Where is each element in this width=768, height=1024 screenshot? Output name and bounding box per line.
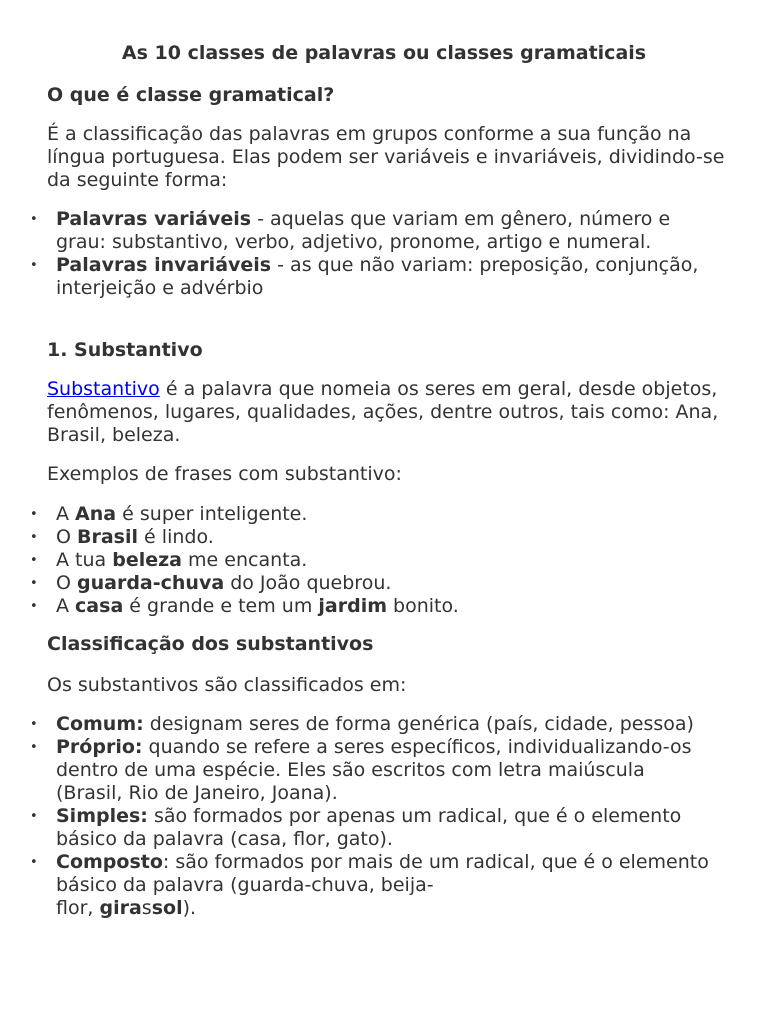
list-item bbox=[0, 549, 712, 572]
list-item bbox=[0, 503, 712, 526]
example-text: do João quebrou. bbox=[224, 572, 392, 594]
list-palavras-tipos bbox=[0, 208, 712, 300]
description-composto: : são formados por mais de um radical, que é o elemento básico da palavra (guarda-chuva, beija- bbox=[56, 851, 709, 896]
example-text: O bbox=[56, 572, 77, 594]
heading-substantivo: 1. Substantivo bbox=[47, 339, 203, 361]
paragraph-substantivo-definition bbox=[47, 378, 737, 447]
composto-example-part: gira bbox=[99, 897, 142, 919]
example-text: A bbox=[56, 595, 76, 617]
document-title: As 10 classes de palavras ou classes gramaticais bbox=[121, 42, 647, 64]
term-comum: Comum: bbox=[56, 713, 144, 735]
example-noun: jardim bbox=[318, 595, 388, 617]
list-item bbox=[0, 805, 712, 851]
composto-example-part: sol bbox=[151, 897, 183, 919]
example-noun: casa bbox=[75, 595, 124, 617]
heading-classe-gramatical: O que é classe gramatical? bbox=[47, 84, 335, 106]
example-text: é lindo. bbox=[138, 526, 214, 548]
list-item bbox=[0, 526, 712, 549]
example-text: A tua bbox=[56, 549, 113, 571]
description-invariaveis: - as que não variam: preposição, conjunção, interjeição e advérbio bbox=[56, 254, 699, 299]
example-text: O bbox=[56, 526, 77, 548]
list-item bbox=[0, 713, 712, 736]
substantivo-definition-text: é a palavra que nomeia os seres em geral, desde objetos, fenômenos, lugares, qualidades, ações, dentre outros, tais como: Ana, Brasil, beleza. bbox=[47, 378, 719, 446]
description-simples: são formados por apenas um radical, que é o elemento básico da palavra (casa, flor, gato). bbox=[56, 805, 682, 850]
term-proprio: Próprio: bbox=[56, 736, 143, 758]
list-item bbox=[0, 595, 712, 618]
example-text: me encanta. bbox=[181, 549, 308, 571]
heading-classificacao: Classificação dos substantivos bbox=[47, 633, 374, 655]
list-item bbox=[0, 736, 712, 805]
example-noun: guarda-chuva bbox=[77, 572, 225, 594]
term-composto: Composto bbox=[56, 851, 163, 873]
term-variaveis: Palavras variáveis bbox=[56, 208, 252, 230]
example-text: bonito. bbox=[387, 595, 459, 617]
example-noun: Brasil bbox=[77, 526, 139, 548]
list-item bbox=[0, 851, 712, 920]
list-item bbox=[0, 208, 712, 254]
list-classificacao bbox=[0, 713, 712, 920]
description-comum: designam seres de forma genérica (país, cidade, pessoa) bbox=[143, 713, 694, 735]
composto-example-end: ). bbox=[182, 897, 197, 919]
description-composto-cont: flor, bbox=[56, 897, 100, 919]
list-item bbox=[0, 254, 712, 300]
classificacao-intro: Os substantivos são classificados em: bbox=[47, 674, 407, 696]
description-proprio: quando se refere a seres específicos, individualizando-os dentro de uma espécie. Eles são escritos com letra maiúscula (Brasil, Rio de Janeiro, Joana). bbox=[56, 736, 692, 804]
examples-intro: Exemplos de frases com substantivo: bbox=[47, 463, 402, 485]
example-text: é grande e tem um bbox=[123, 595, 319, 617]
list-examples bbox=[0, 503, 712, 618]
list-item bbox=[0, 572, 712, 595]
example-noun: beleza bbox=[112, 549, 182, 571]
term-invariaveis: Palavras invariáveis bbox=[56, 254, 272, 276]
paragraph-classe-definition: É a classificação das palavras em grupos conforme a sua função na língua portuguesa. Elas podem ser variáveis e invariáveis, dividindo-se da seguinte forma: bbox=[47, 123, 725, 191]
term-simples: Simples: bbox=[56, 805, 148, 827]
description-variaveis: - aquelas que variam em gênero, número e grau: substantivo, verbo, adjetivo, pronome, artigo e numeral. bbox=[56, 208, 671, 253]
example-text: é super inteligente. bbox=[116, 503, 308, 525]
example-text: A bbox=[56, 503, 76, 525]
composto-example-part: s bbox=[141, 897, 152, 919]
example-noun: Ana bbox=[75, 503, 117, 525]
substantivo-link[interactable]: Substantivo bbox=[47, 378, 160, 400]
